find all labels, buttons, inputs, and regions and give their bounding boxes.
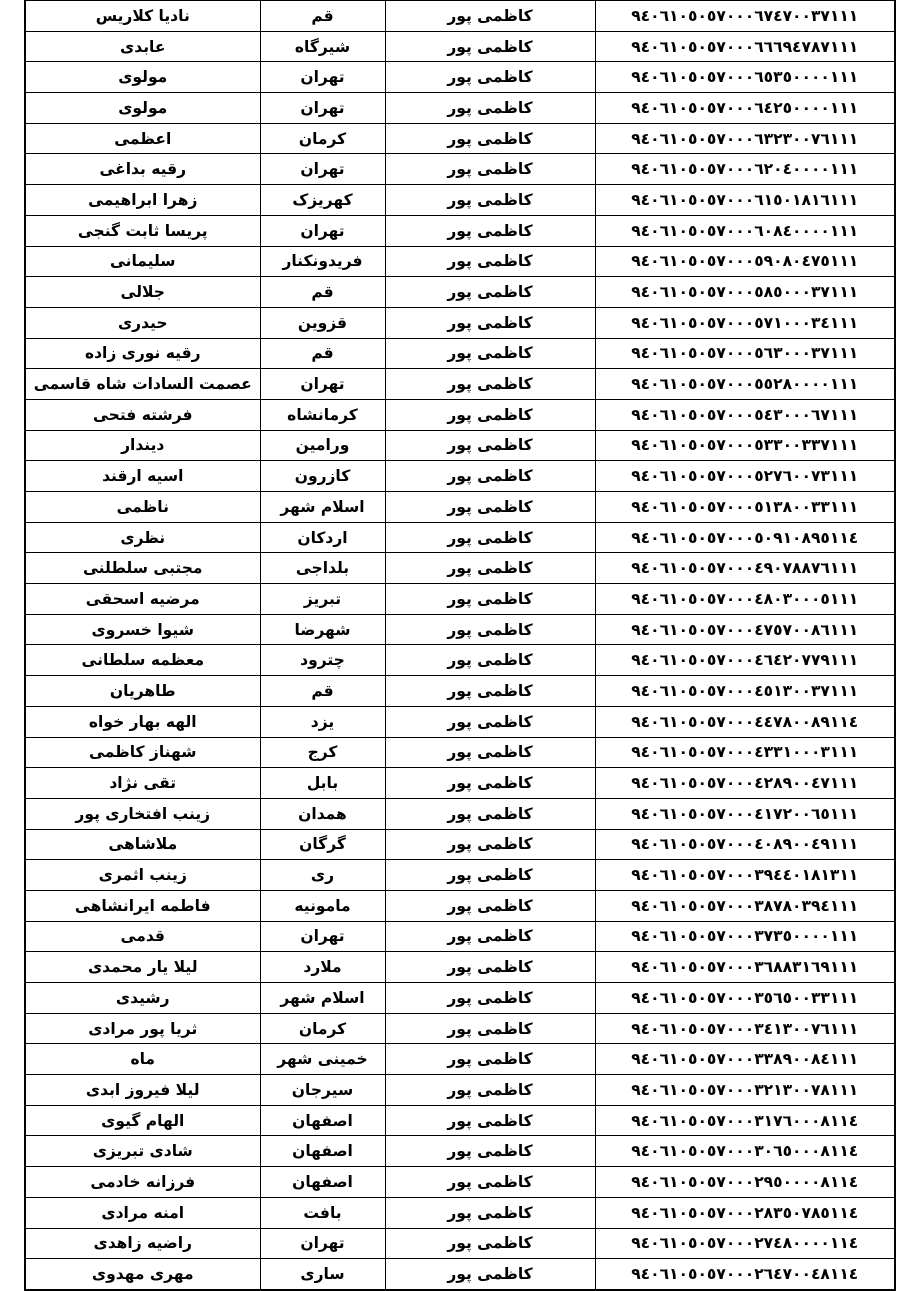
table-row [25, 1075, 895, 1106]
city-cell: قم [260, 338, 385, 369]
record-code-cell: ۹٤۰٦۱۰٥۰٥۷۰۰۰۳۱۷٦۰۰۰۸۱۱٤ [595, 1105, 895, 1136]
last-name-cell: کاظمی پور [385, 983, 595, 1014]
first-name-cell: عصمت السادات شاه قاسمی [25, 369, 260, 400]
city-cell: ری [260, 860, 385, 891]
table-row [25, 829, 895, 860]
record-code-cell: ۹٤۰٦۱۰٥۰٥۷۰۰۰۲۸۳٥۰۷۸٥۱۱٤ [595, 1197, 895, 1228]
table-row [25, 676, 895, 707]
last-name-cell: کاظمی پور [385, 522, 595, 553]
records-sheet [24, 0, 894, 1284]
record-code-cell: ۹٤۰٦۱۰٥۰٥۷۰۰۰۳۲۱۳۰۰۷۸۱۱۱ [595, 1075, 895, 1106]
first-name-cell: مولوی [25, 93, 260, 124]
last-name-cell: کاظمی پور [385, 1075, 595, 1106]
table-row [25, 338, 895, 369]
last-name-cell: کاظمی پور [385, 1136, 595, 1167]
city-cell: همدان [260, 798, 385, 829]
table-row [25, 614, 895, 645]
first-name-cell: مولوی [25, 62, 260, 93]
record-code-cell: ۹٤۰٦۱۰٥۰٥۷۰۰۰٥۳۳۰۰۳۳۷۱۱۱ [595, 430, 895, 461]
city-cell: تهران [260, 62, 385, 93]
last-name-cell: کاظمی پور [385, 921, 595, 952]
table-row [25, 307, 895, 338]
city-cell: تهران [260, 1228, 385, 1259]
city-cell: کرج [260, 737, 385, 768]
city-cell: اصفهان [260, 1105, 385, 1136]
record-code-cell: ۹٤۰٦۱۰٥۰٥۷۰۰۰٦۳۲۳۰۰۷٦۱۱۱ [595, 123, 895, 154]
city-cell: اسلام شهر [260, 983, 385, 1014]
first-name-cell: رقیه بداغی [25, 154, 260, 185]
first-name-cell: فرزانه خادمی [25, 1167, 260, 1198]
record-code-cell: ۹٤۰٦۱۰٥۰٥۷۰۰۰٦۰۸٤۰۰۰۰۱۱۱ [595, 215, 895, 246]
first-name-cell: نظری [25, 522, 260, 553]
last-name-cell: کاظمی پور [385, 890, 595, 921]
city-cell: کرمان [260, 1013, 385, 1044]
table-row [25, 185, 895, 216]
last-name-cell: کاظمی پور [385, 860, 595, 891]
record-code-cell: ۹٤۰٦۱۰٥۰٥۷۰۰۰۲۹٥۰۰۰۰۸۱۱٤ [595, 1167, 895, 1198]
city-cell: کازرون [260, 461, 385, 492]
first-name-cell: ماه [25, 1044, 260, 1075]
record-code-cell: ۹٤۰٦۱۰٥۰٥۷۰۰۰۲٦٤۷۰۰٤۸۱۱٤ [595, 1259, 895, 1290]
record-code-cell: ۹٤۰٦۱۰٥۰٥۷۰۰۰۳۸۷۸۰۳۹٤۱۱۱ [595, 890, 895, 921]
city-cell: قزوین [260, 307, 385, 338]
table-row [25, 1044, 895, 1075]
table-row [25, 31, 895, 62]
first-name-cell: قدمی [25, 921, 260, 952]
table-row [25, 768, 895, 799]
table-row [25, 952, 895, 983]
first-name-cell: فاطمه ایرانشاهی [25, 890, 260, 921]
record-code-cell: ۹٤۰٦۱۰٥۰٥۷۰۰۰٦٦٦۹٤۷۸۷۱۱۱ [595, 31, 895, 62]
record-code-cell: ۹٤۰٦۱۰٥۰٥۷۰۰۰٤۲۸۹۰۰٤۷۱۱۱ [595, 768, 895, 799]
record-code-cell: ۹٤۰٦۱۰٥۰٥۷۰۰۰٥۸٥۰۰۰۳۷۱۱۱ [595, 277, 895, 308]
first-name-cell: اسیه ارقند [25, 461, 260, 492]
city-cell: قم [260, 277, 385, 308]
record-code-cell: ۹٤۰٦۱۰٥۰٥۷۰۰۰۳٤۱۳۰۰۷٦۱۱۱ [595, 1013, 895, 1044]
record-code-cell: ۹٤۰٦۱۰٥۰٥۷۰۰۰٤۱۷۲۰۰٦٥۱۱۱ [595, 798, 895, 829]
table-row [25, 645, 895, 676]
record-code-cell: ۹٤۰٦۱۰٥۰٥۷۰۰۰۳۹٤٤۰۱۸۱۳۱۱ [595, 860, 895, 891]
record-code-cell: ۹٤۰٦۱۰٥۰٥۷۰۰۰٤۸۰۳۰۰۰٥۱۱۱ [595, 584, 895, 615]
city-cell: فریدونکنار [260, 246, 385, 277]
table-row [25, 492, 895, 523]
first-name-cell: اعظمی [25, 123, 260, 154]
first-name-cell: ثریا پور مرادی [25, 1013, 260, 1044]
table-row [25, 430, 895, 461]
city-cell: اصفهان [260, 1136, 385, 1167]
last-name-cell: کاظمی پور [385, 553, 595, 584]
record-code-cell: ۹٤۰٦۱۰٥۰٥۷۰۰۰۳۰٦٥۰۰۰۸۱۱٤ [595, 1136, 895, 1167]
table-row [25, 93, 895, 124]
city-cell: تهران [260, 921, 385, 952]
record-code-cell: ۹٤۰٦۱۰٥۰٥۷۰۰۰٦٥۳٥۰۰۰۰۱۱۱ [595, 62, 895, 93]
table-row [25, 737, 895, 768]
table-row [25, 154, 895, 185]
first-name-cell: زینب افتخاری پور [25, 798, 260, 829]
first-name-cell: سلیمانی [25, 246, 260, 277]
last-name-cell: کاظمی پور [385, 461, 595, 492]
last-name-cell: کاظمی پور [385, 952, 595, 983]
last-name-cell: کاظمی پور [385, 706, 595, 737]
first-name-cell: مرضیه اسحقی [25, 584, 260, 615]
last-name-cell: کاظمی پور [385, 430, 595, 461]
first-name-cell: ناظمی [25, 492, 260, 523]
first-name-cell: شیوا خسروی [25, 614, 260, 645]
record-code-cell: ۹٤۰٦۱۰٥۰٥۷۰۰۰٦۲۰٤۰۰۰۰۱۱۱ [595, 154, 895, 185]
city-cell: کرمانشاه [260, 399, 385, 430]
table-row [25, 1228, 895, 1259]
first-name-cell: رقیه نوری زاده [25, 338, 260, 369]
table-row [25, 1013, 895, 1044]
table-row [25, 584, 895, 615]
city-cell: قم [260, 1, 385, 32]
last-name-cell: کاظمی پور [385, 215, 595, 246]
table-row [25, 215, 895, 246]
last-name-cell: کاظمی پور [385, 31, 595, 62]
city-cell: تبریز [260, 584, 385, 615]
last-name-cell: کاظمی پور [385, 1, 595, 32]
record-code-cell: ۹٤۰٦۱۰٥۰٥۷۰۰۰٤٤۷۸۰۰۸۹۱۱٤ [595, 706, 895, 737]
last-name-cell: کاظمی پور [385, 1013, 595, 1044]
first-name-cell: جلالی [25, 277, 260, 308]
table-row [25, 860, 895, 891]
table-row [25, 1259, 895, 1290]
record-code-cell: ۹٤۰٦۱۰٥۰٥۷۰۰۰٤۷٥۷۰۰۸٦۱۱۱ [595, 614, 895, 645]
last-name-cell: کاظمی پور [385, 584, 595, 615]
table-row [25, 1, 895, 32]
last-name-cell: کاظمی پور [385, 93, 595, 124]
city-cell: یزد [260, 706, 385, 737]
record-code-cell: ۹٤۰٦۱۰٥۰٥۷۰۰۰۳۷۳٥۰۰۰۰۱۱۱ [595, 921, 895, 952]
first-name-cell: مجتبی سلطلنی [25, 553, 260, 584]
record-code-cell: ۹٤۰٦۱۰٥۰٥۷۰۰۰٥۹۰۸۰٤۷٥۱۱۱ [595, 246, 895, 277]
city-cell: تهران [260, 93, 385, 124]
first-name-cell: معظمه سلطانی [25, 645, 260, 676]
city-cell: تهران [260, 154, 385, 185]
city-cell: بابل [260, 768, 385, 799]
table-row [25, 1197, 895, 1228]
last-name-cell: کاظمی پور [385, 645, 595, 676]
last-name-cell: کاظمی پور [385, 1105, 595, 1136]
records-table [24, 0, 896, 1291]
last-name-cell: کاظمی پور [385, 614, 595, 645]
first-name-cell: راضیه زاهدی [25, 1228, 260, 1259]
table-row [25, 369, 895, 400]
city-cell: شهرضا [260, 614, 385, 645]
last-name-cell: کاظمی پور [385, 829, 595, 860]
first-name-cell: لیلا فیروز ابدی [25, 1075, 260, 1106]
first-name-cell: رشیدی [25, 983, 260, 1014]
last-name-cell: کاظمی پور [385, 768, 595, 799]
city-cell: ملارد [260, 952, 385, 983]
table-row [25, 123, 895, 154]
first-name-cell: حیدری [25, 307, 260, 338]
table-row [25, 399, 895, 430]
table-row [25, 62, 895, 93]
city-cell: چترود [260, 645, 385, 676]
last-name-cell: کاظمی پور [385, 492, 595, 523]
last-name-cell: کاظمی پور [385, 338, 595, 369]
first-name-cell: لیلا یار محمدی [25, 952, 260, 983]
first-name-cell: زینب اثمری [25, 860, 260, 891]
city-cell: ورامین [260, 430, 385, 461]
first-name-cell: فرشته فتحی [25, 399, 260, 430]
city-cell: شیرگاه [260, 31, 385, 62]
record-code-cell: ۹٤۰٦۱۰٥۰٥۷۰۰۰٥۰۹۱۰۸۹٥۱۱٤ [595, 522, 895, 553]
last-name-cell: کاظمی پور [385, 1228, 595, 1259]
last-name-cell: کاظمی پور [385, 277, 595, 308]
record-code-cell: ۹٤۰٦۱۰٥۰٥۷۰۰۰٤۳۳۱۰۰۰۳۱۱۱ [595, 737, 895, 768]
first-name-cell: زهرا ابراهیمی [25, 185, 260, 216]
table-row [25, 706, 895, 737]
first-name-cell: شادی تبریزی [25, 1136, 260, 1167]
first-name-cell: مهری مهدوی [25, 1259, 260, 1290]
record-code-cell: ۹٤۰٦۱۰٥۰٥۷۰۰۰٤۰۸۹۰۰٤۹۱۱۱ [595, 829, 895, 860]
table-row [25, 983, 895, 1014]
last-name-cell: کاظمی پور [385, 399, 595, 430]
last-name-cell: کاظمی پور [385, 1197, 595, 1228]
first-name-cell: تقی نژاد [25, 768, 260, 799]
record-code-cell: ۹٤۰٦۱۰٥۰٥۷۰۰۰٦۱٥۰۱۸۱٦۱۱۱ [595, 185, 895, 216]
first-name-cell: الهه بهار خواه [25, 706, 260, 737]
last-name-cell: کاظمی پور [385, 1167, 595, 1198]
first-name-cell: ملاشاهی [25, 829, 260, 860]
city-cell: گرگان [260, 829, 385, 860]
city-cell: بافت [260, 1197, 385, 1228]
first-name-cell: شهناز کاظمی [25, 737, 260, 768]
last-name-cell: کاظمی پور [385, 676, 595, 707]
city-cell: قم [260, 676, 385, 707]
last-name-cell: کاظمی پور [385, 307, 595, 338]
records-table-body [25, 1, 895, 1290]
table-row [25, 246, 895, 277]
table-row [25, 1167, 895, 1198]
city-cell: مامونیه [260, 890, 385, 921]
first-name-cell: دیندار [25, 430, 260, 461]
first-name-cell: نادیا کلاریس [25, 1, 260, 32]
city-cell: ساری [260, 1259, 385, 1290]
table-row [25, 1105, 895, 1136]
last-name-cell: کاظمی پور [385, 798, 595, 829]
record-code-cell: ۹٤۰٦۱۰٥۰٥۷۰۰۰٥٥۲۸۰۰۰۰۱۱۱ [595, 369, 895, 400]
record-code-cell: ۹٤۰٦۱۰٥۰٥۷۰۰۰٥۱۳۸۰۰۳۳۱۱۱ [595, 492, 895, 523]
city-cell: اسلام شهر [260, 492, 385, 523]
last-name-cell: کاظمی پور [385, 1259, 595, 1290]
city-cell: اصفهان [260, 1167, 385, 1198]
city-cell: تهران [260, 215, 385, 246]
table-row [25, 1136, 895, 1167]
record-code-cell: ۹٤۰٦۱۰٥۰٥۷۰۰۰٤٦٤۲۰۷۷۹۱۱۱ [595, 645, 895, 676]
record-code-cell: ۹٤۰٦۱۰٥۰٥۷۰۰۰٦٤۲٥۰۰۰۰۱۱۱ [595, 93, 895, 124]
last-name-cell: کاظمی پور [385, 737, 595, 768]
record-code-cell: ۹٤۰٦۱۰٥۰٥۷۰۰۰٥۲۷٦۰۰۷۳۱۱۱ [595, 461, 895, 492]
last-name-cell: کاظمی پور [385, 123, 595, 154]
city-cell: بلداجی [260, 553, 385, 584]
city-cell: خمینی شهر [260, 1044, 385, 1075]
last-name-cell: کاظمی پور [385, 62, 595, 93]
record-code-cell: ۹٤۰٦۱۰٥۰٥۷۰۰۰٤٥۱۳۰۰۳۷۱۱۱ [595, 676, 895, 707]
last-name-cell: کاظمی پور [385, 369, 595, 400]
record-code-cell: ۹٤۰٦۱۰٥۰٥۷۰۰۰٦۷٤۷۰۰۳۷۱۱۱ [595, 1, 895, 32]
record-code-cell: ۹٤۰٦۱۰٥۰٥۷۰۰۰٥٤۳۰۰۰٦۷۱۱۱ [595, 399, 895, 430]
table-row [25, 522, 895, 553]
first-name-cell: طاهریان [25, 676, 260, 707]
city-cell: سیرجان [260, 1075, 385, 1106]
table-row [25, 553, 895, 584]
city-cell: کرمان [260, 123, 385, 154]
table-row [25, 921, 895, 952]
last-name-cell: کاظمی پور [385, 246, 595, 277]
first-name-cell: عابدی [25, 31, 260, 62]
record-code-cell: ۹٤۰٦۱۰٥۰٥۷۰۰۰٤۹۰۷۸۸۷٦۱۱۱ [595, 553, 895, 584]
record-code-cell: ۹٤۰٦۱۰٥۰٥۷۰۰۰٥٦۳۰۰۰۳۷۱۱۱ [595, 338, 895, 369]
record-code-cell: ۹٤۰٦۱۰٥۰٥۷۰۰۰۳۳۸۹۰۰۸٤۱۱۱ [595, 1044, 895, 1075]
city-cell: اردکان [260, 522, 385, 553]
last-name-cell: کاظمی پور [385, 185, 595, 216]
table-row [25, 798, 895, 829]
record-code-cell: ۹٤۰٦۱۰٥۰٥۷۰۰۰۳٥٦٥۰۰۳۳۱۱۱ [595, 983, 895, 1014]
table-row [25, 890, 895, 921]
record-code-cell: ۹٤۰٦۱۰٥۰٥۷۰۰۰۳٦۸۸۳۱٦۹۱۱۱ [595, 952, 895, 983]
first-name-cell: الهام گیوی [25, 1105, 260, 1136]
city-cell: کهریزک [260, 185, 385, 216]
first-name-cell: امنه مرادی [25, 1197, 260, 1228]
table-row [25, 461, 895, 492]
first-name-cell: پریسا ثابت گنجی [25, 215, 260, 246]
last-name-cell: کاظمی پور [385, 154, 595, 185]
city-cell: تهران [260, 369, 385, 400]
last-name-cell: کاظمی پور [385, 1044, 595, 1075]
table-row [25, 277, 895, 308]
record-code-cell: ۹٤۰٦۱۰٥۰٥۷۰۰۰۲۷٤۸۰۰۰۰۱۱٤ [595, 1228, 895, 1259]
record-code-cell: ۹٤۰٦۱۰٥۰٥۷۰۰۰٥۷۱۰۰۰۳٤۱۱۱ [595, 307, 895, 338]
